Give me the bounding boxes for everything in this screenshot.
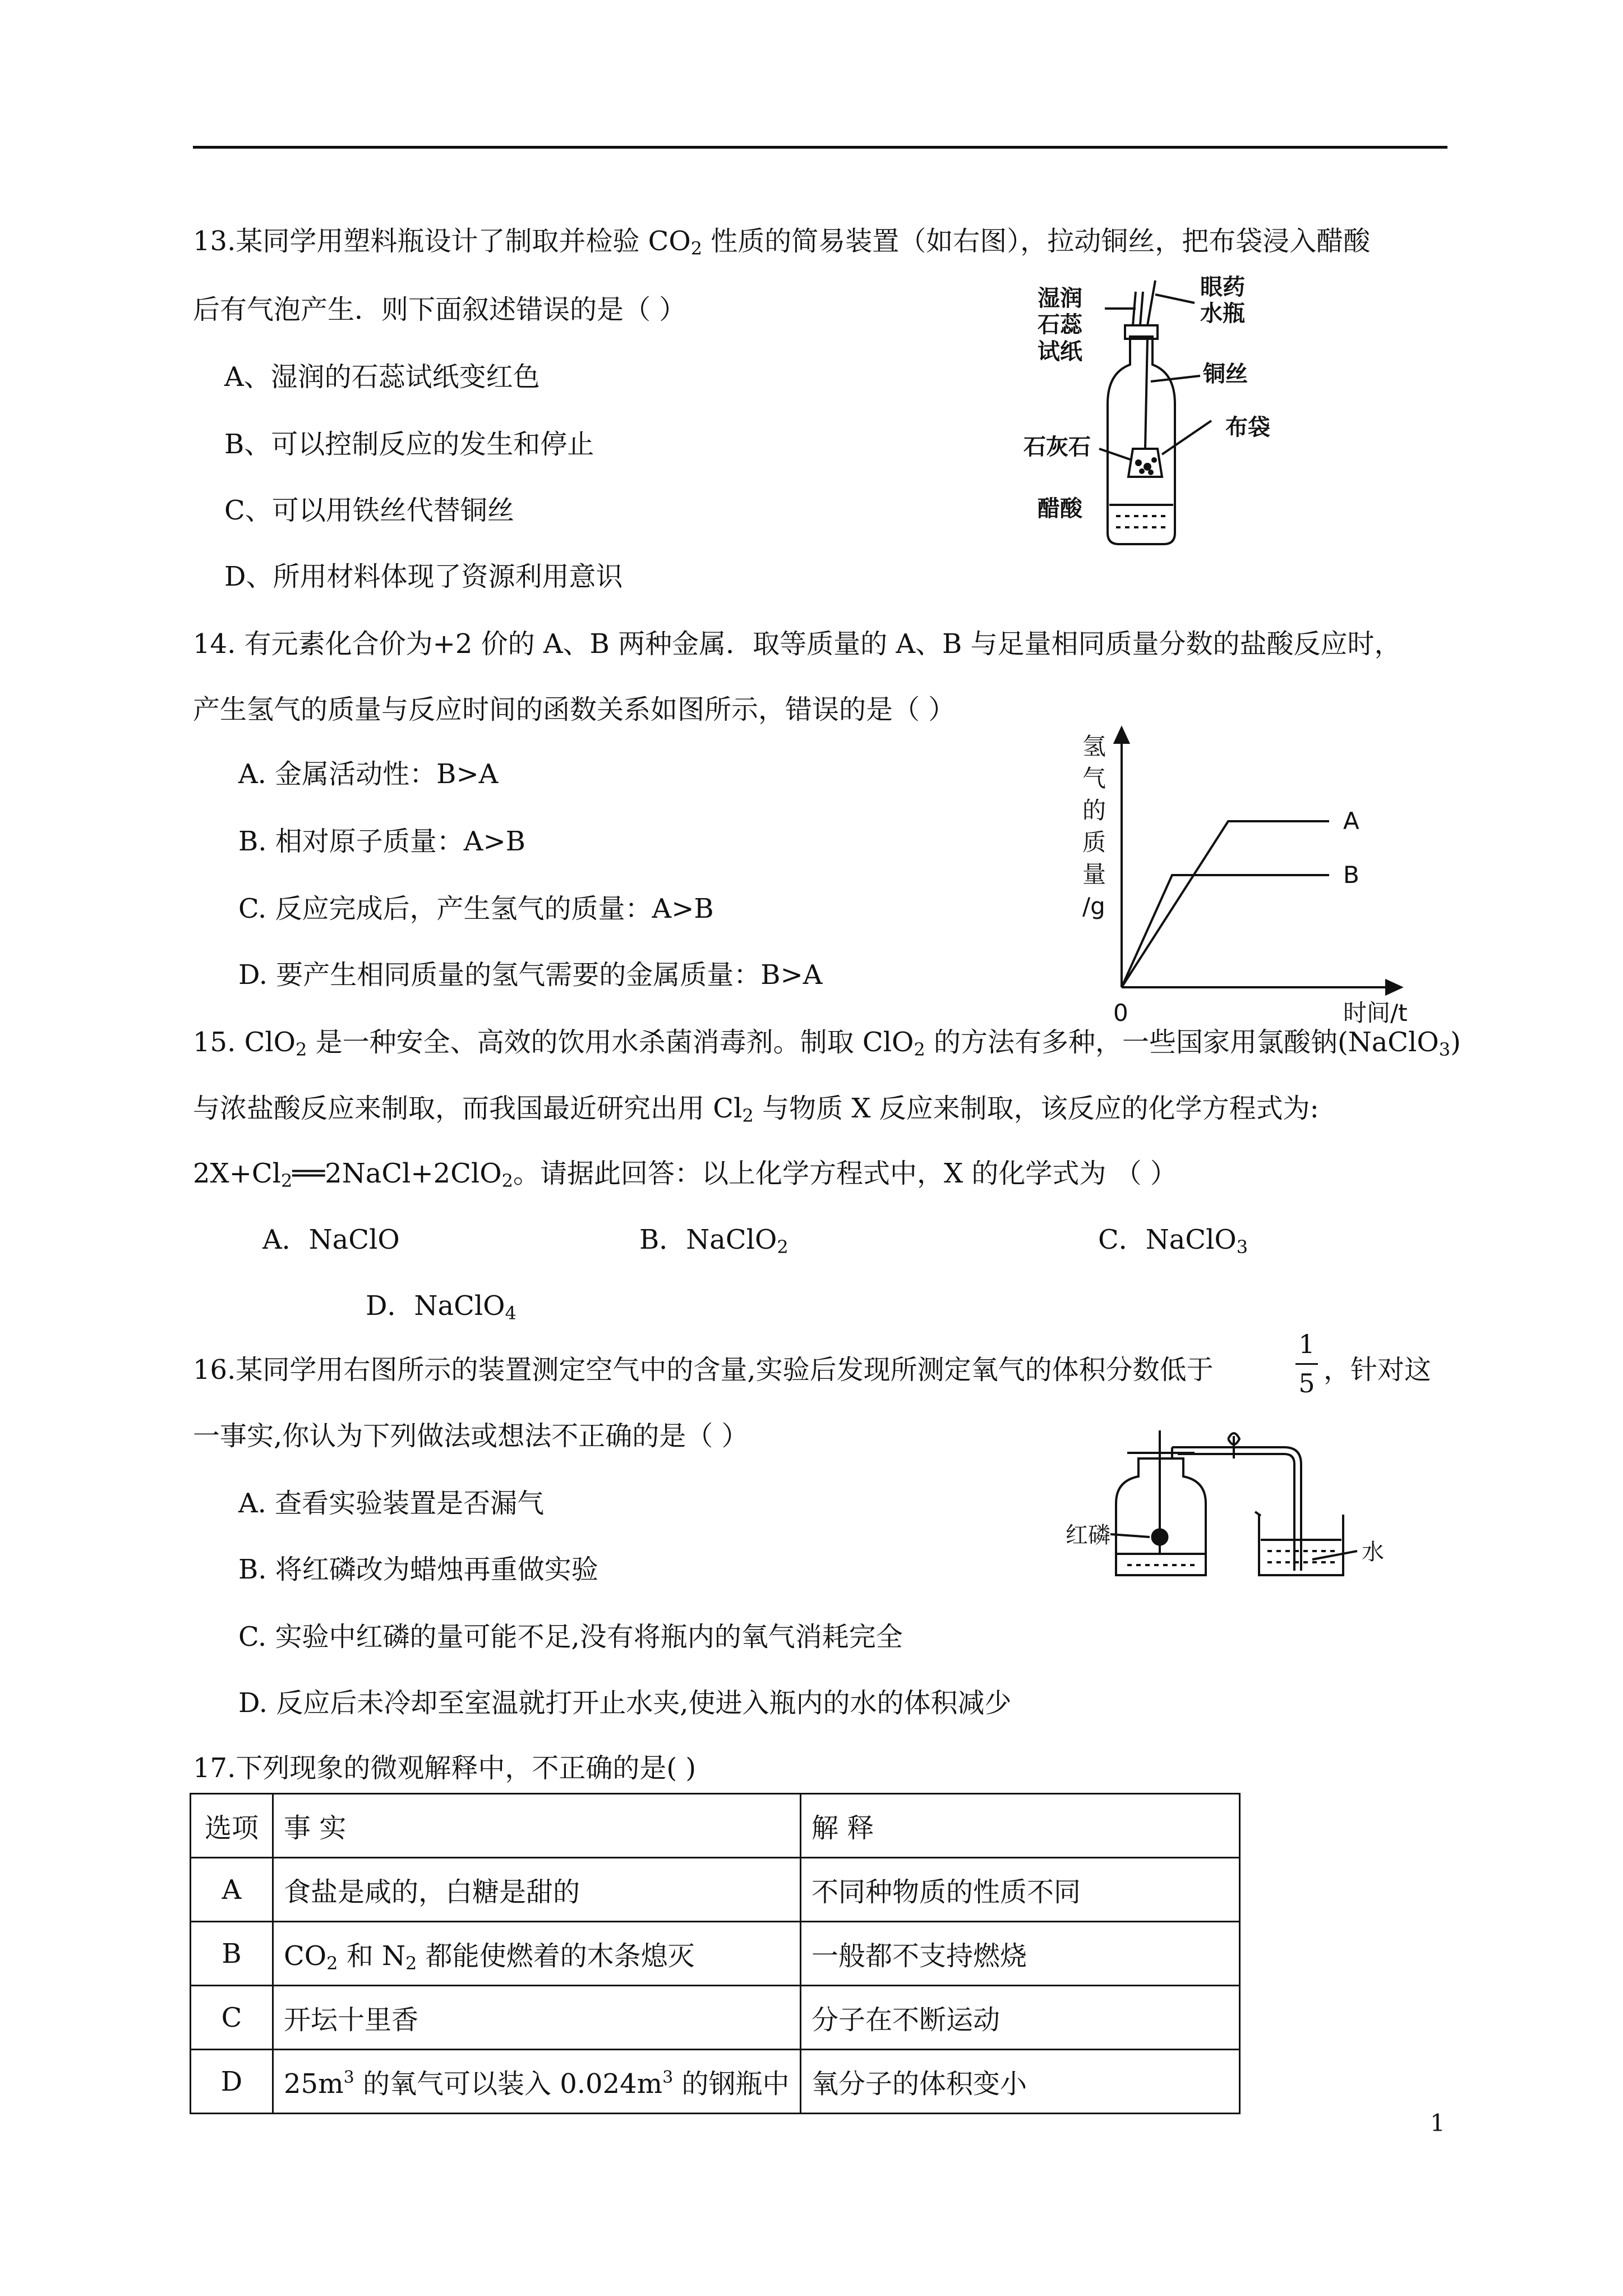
q14-ylabel-char-4: 质 bbox=[1082, 829, 1106, 856]
q13-label-copper: 铜丝 bbox=[1203, 361, 1248, 387]
q13-label-litmus-3: 试纸 bbox=[1038, 339, 1082, 365]
q15-option-d: D．NaClO$_4$ bbox=[366, 1290, 517, 1324]
q13-apparatus-figure bbox=[1021, 269, 1312, 550]
q17-row-b-fact: $CO_2$ 和 $N_2$ 都能使燃着的木条熄灭 bbox=[273, 1922, 801, 1986]
q16-option-c: C. 实验中红磷的量可能不足,没有将瓶内的氧气消耗完全 bbox=[238, 1621, 903, 1653]
q17-table-row bbox=[191, 1922, 1240, 1986]
q14-ylabel-char-2: 气 bbox=[1082, 765, 1106, 792]
q13-label-limestone: 石灰石 bbox=[1023, 434, 1091, 460]
q14-series-b-label: B bbox=[1343, 861, 1359, 889]
q16-fraction-bar bbox=[1295, 1363, 1318, 1365]
q17-table-header-row bbox=[191, 1794, 1240, 1858]
q13-label-dropper-1: 眼药 bbox=[1200, 274, 1245, 300]
q16-option-a: A. 查看实验装置是否漏气 bbox=[238, 1488, 545, 1519]
q14-ylabel-char-1: 氢 bbox=[1082, 733, 1106, 760]
q14-series-a-label: A bbox=[1343, 807, 1359, 835]
q17-header-fact: 事 实 bbox=[273, 1794, 801, 1858]
q15-option-c: C．NaClO$_3$ bbox=[1098, 1224, 1248, 1258]
q14-hydrogen-graph bbox=[1077, 724, 1424, 1038]
q13-option-b: B、可以控制反应的发生和停止 bbox=[224, 429, 594, 460]
q14-origin-label: 0 bbox=[1113, 999, 1128, 1027]
q16-label-water: 水 bbox=[1362, 1539, 1384, 1565]
q14-ylabel-char-3: 的 bbox=[1082, 797, 1106, 824]
page-number: 1 bbox=[1430, 2109, 1445, 2137]
q15-stem-line-2: 与浓盐酸反应来制取，而我国最近研究出用 $Cl_2$ 与物质 X 反应来制取，该反应的化学方程式为: bbox=[193, 1093, 1319, 1126]
q13-option-c: C、可以用铁丝代替铜丝 bbox=[224, 495, 514, 526]
q16-stem-line-1: 16.某同学用右图所示的装置测定空气中的含量,实验后发现所测定氧气的体积分数低于 bbox=[193, 1354, 1214, 1386]
q16-stem-line-2: 一事实,你认为下列做法或想法不正确的是（ ） bbox=[193, 1420, 749, 1452]
q16-fraction-denominator: 5 bbox=[1298, 1368, 1315, 1398]
q17-header-reason: 解 释 bbox=[801, 1794, 1240, 1858]
q16-stem-line-1-tail: ，针对这 bbox=[1324, 1354, 1432, 1386]
q17-row-c-option: C bbox=[191, 1986, 273, 2050]
q17-row-d-fact: $25m^3$ 的氧气可以装入 $0.024m^3$ 的钢瓶中 bbox=[273, 2050, 801, 2114]
q16-option-d: D. 反应后未冷却至室温就打开止水夹,使进入瓶内的水的体积减少 bbox=[238, 1687, 1012, 1719]
q17-row-a-fact: 食盐是咸的，白糖是甜的 bbox=[273, 1858, 801, 1922]
q17-row-b-option: B bbox=[191, 1922, 273, 1986]
q13-stem-line-1: 13.某同学用塑料瓶设计了制取并检验 $CO_2$ 性质的简易装置（如右图），拉动铜丝，把布袋浸入醋酸 bbox=[193, 226, 1371, 259]
header-rule bbox=[193, 146, 1447, 149]
q13-label-litmus-2: 石蕊 bbox=[1038, 312, 1082, 338]
q16-option-b: B. 将红磷改为蜡烛再重做实验 bbox=[238, 1554, 598, 1585]
q16-fraction-numerator: 1 bbox=[1298, 1329, 1315, 1359]
q15-stem-line-1: 15. ClO$_2$ 是一种安全、高效的饮用水杀菌消毒剂。制取 ClO$_2$ 的方法有多种，一些国家用氯酸钠(NaClO$_3$) bbox=[193, 1027, 1461, 1060]
q13-option-d: D、所用材料体现了资源利用意识 bbox=[224, 561, 623, 592]
q14-option-a: A. 金属活动性：B>A bbox=[238, 758, 499, 790]
q17-row-d-reason: 氧分子的体积变小 bbox=[801, 2050, 1240, 2114]
q17-row-a-reason: 不同种物质的性质不同 bbox=[801, 1858, 1240, 1922]
q17-table-row bbox=[191, 1858, 1240, 1922]
q17-header-option: 选项 bbox=[191, 1794, 273, 1858]
q14-option-c: C. 反应完成后，产生氢气的质量：A>B bbox=[238, 893, 714, 924]
q17-table-row bbox=[191, 2050, 1240, 2114]
q17-table-row bbox=[191, 1986, 1240, 2050]
q15-stem-line-3: $2X+Cl_2══2NaCl+2ClO_2$。请据此回答：以上化学方程式中，X 的化学式为 （ ） bbox=[193, 1158, 1177, 1191]
q17-row-c-fact: 开坛十里香 bbox=[273, 1986, 801, 2050]
q14-stem-line-1: 14. 有元素化合价为+2 价的 A、B 两种金属．取等质量的 A、B 与足量相同质量分数的盐酸反应时， bbox=[193, 628, 1401, 660]
q17-row-b-reason: 一般都不支持燃烧 bbox=[801, 1922, 1240, 1986]
q13-label-litmus-1: 湿润 bbox=[1038, 286, 1082, 311]
q14-stem-line-2: 产生氢气的质量与反应时间的函数关系如图所示，错误的是（ ） bbox=[193, 694, 956, 725]
q15-option-a: A．NaClO bbox=[262, 1224, 400, 1255]
q16-label-phosphorus: 红磷 bbox=[1066, 1522, 1110, 1548]
q17-row-a-option: A bbox=[191, 1858, 273, 1922]
q13-option-a: A、湿润的石蕊试纸变红色 bbox=[224, 361, 540, 393]
q14-ylabel-char-6: /g bbox=[1082, 892, 1105, 920]
q13-label-dropper-2: 水瓶 bbox=[1200, 301, 1245, 326]
q17-row-c-reason: 分子在不断运动 bbox=[801, 1986, 1240, 2050]
q14-xlabel: 时间/t bbox=[1343, 999, 1408, 1027]
q17-table bbox=[190, 1793, 1241, 2114]
q14-option-b: B. 相对原子质量：A>B bbox=[238, 826, 525, 857]
q13-stem-line-2: 后有气泡产生．则下面叙述错误的是（ ） bbox=[193, 294, 686, 325]
q14-option-d: D. 要产生相同质量的氢气需要的金属质量：B>A bbox=[238, 959, 823, 991]
q15-option-b: B．NaClO$_2$ bbox=[639, 1224, 789, 1258]
q14-ylabel-char-5: 量 bbox=[1082, 861, 1106, 888]
q13-label-bag: 布袋 bbox=[1225, 415, 1270, 440]
q17-stem: 17.下列现象的微观解释中，不正确的是( ) bbox=[193, 1752, 697, 1784]
q16-oxygen-apparatus-figure bbox=[1066, 1425, 1413, 1604]
q13-label-acid: 醋酸 bbox=[1038, 496, 1082, 522]
q17-row-d-option: D bbox=[191, 2050, 273, 2114]
